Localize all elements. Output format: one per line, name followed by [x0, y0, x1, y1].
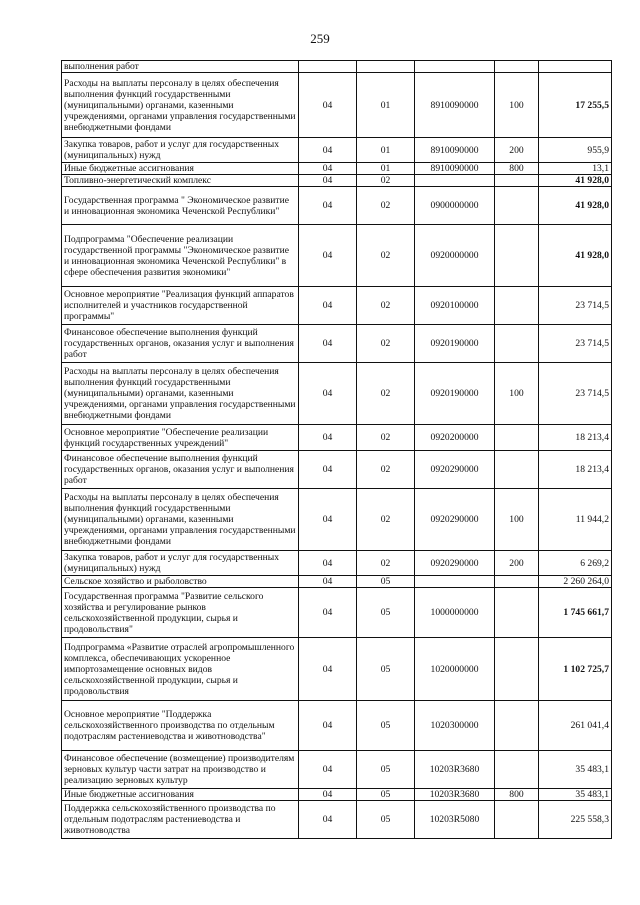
- row-name: Расходы на выплаты персоналу в целях обеспечения выполнения функций государственными (муниципальными) органами, казенными учреждениями, органами управления государственными внебюджетными фондами: [62, 73, 299, 138]
- table-row: [62, 801, 612, 839]
- row-target-code: 0920200000: [415, 425, 495, 451]
- row-section: 04: [299, 751, 357, 789]
- row-subsection: 02: [357, 187, 415, 225]
- row-target-code: 0920100000: [415, 287, 495, 325]
- table-row: [62, 638, 612, 701]
- row-sum: 955,9: [539, 138, 612, 163]
- row-sum: 35 483,1: [539, 789, 612, 801]
- row-name: Основное мероприятие "Поддержка сельскохозяйственного производства по отдельным подотраслям растениеводства и животноводства": [62, 701, 299, 751]
- row-section: 04: [299, 325, 357, 363]
- row-subsection: 01: [357, 138, 415, 163]
- row-expense-type: [495, 701, 539, 751]
- row-name: Иные бюджетные ассигнования: [62, 789, 299, 801]
- row-expense-type: 100: [495, 489, 539, 551]
- row-expense-type: [495, 61, 539, 73]
- table-row: [62, 163, 612, 175]
- row-target-code: [415, 576, 495, 588]
- row-section: 04: [299, 701, 357, 751]
- row-name: Основное мероприятие "Обеспечение реализации функций государственных учреждений": [62, 425, 299, 451]
- row-expense-type: 100: [495, 363, 539, 425]
- table-row: [62, 489, 612, 551]
- row-expense-type: 100: [495, 73, 539, 138]
- row-name: Иные бюджетные ассигнования: [62, 163, 299, 175]
- page-number: 259: [310, 31, 330, 46]
- row-name: Подпрограмма «Развитие отраслей агропромышленного комплекса, обеспечивающих ускоренное импортозамещение основных видов сельскохозяйственной продукции, сырья и продовольствия: [62, 638, 299, 701]
- row-expense-type: [495, 638, 539, 701]
- row-name: Топливно-энергетический комплекс: [62, 175, 299, 187]
- row-sum: 35 483,1: [539, 751, 612, 789]
- table-row: [62, 451, 612, 489]
- row-sum: 18 213,4: [539, 425, 612, 451]
- row-name: Поддержка сельскохозяйственного производства по отдельным подотраслям растениеводства и животноводства: [62, 801, 299, 839]
- row-name: Расходы на выплаты персоналу в целях обеспечения выполнения функций государственными (муниципальными) органами, казенными учреждениями, органами управления государственными внебюджетными фондами: [62, 363, 299, 425]
- row-section: 04: [299, 163, 357, 175]
- row-section: 04: [299, 425, 357, 451]
- row-expense-type: [495, 425, 539, 451]
- row-section: 04: [299, 638, 357, 701]
- row-name: Основное мероприятие "Реализация функций аппаратов исполнителей и участников государственной программы": [62, 287, 299, 325]
- row-section: 04: [299, 489, 357, 551]
- row-expense-type: [495, 287, 539, 325]
- row-target-code: 8910090000: [415, 73, 495, 138]
- table-row: [62, 588, 612, 638]
- row-name: Финансовое обеспечение выполнения функций государственных органов, оказания услуг и выполнения работ: [62, 325, 299, 363]
- row-subsection: 02: [357, 425, 415, 451]
- row-sum: 41 928,0: [539, 225, 612, 287]
- row-expense-type: [495, 187, 539, 225]
- row-target-code: 0920290000: [415, 489, 495, 551]
- row-expense-type: [495, 801, 539, 839]
- row-name: Закупка товаров, работ и услуг для государственных (муниципальных) нужд: [62, 551, 299, 576]
- row-subsection: 02: [357, 287, 415, 325]
- row-sum: 1 102 725,7: [539, 638, 612, 701]
- row-target-code: [415, 175, 495, 187]
- table-row: [62, 175, 612, 187]
- row-target-code: 0920190000: [415, 325, 495, 363]
- table-row: [62, 225, 612, 287]
- row-sum: 41 928,0: [539, 175, 612, 187]
- row-subsection: 05: [357, 638, 415, 701]
- row-subsection: 02: [357, 325, 415, 363]
- row-subsection: 05: [357, 576, 415, 588]
- budget-table: [61, 60, 612, 839]
- row-name: Государственная программа "Развитие сельского хозяйства и регулирование рынков сельскохозяйственной продукции, сырья и продовольствия": [62, 588, 299, 638]
- row-sum: 41 928,0: [539, 187, 612, 225]
- row-subsection: [357, 61, 415, 73]
- table-row: [62, 138, 612, 163]
- row-expense-type: 800: [495, 789, 539, 801]
- row-subsection: 01: [357, 163, 415, 175]
- row-target-code: 0920290000: [415, 451, 495, 489]
- row-name: Подпрограмма "Обеспечение реализации государственной программы "Экономическое развитие и инновационная экономика Чеченской Республики" в сфере обеспечения развития экономики": [62, 225, 299, 287]
- row-name: Финансовое обеспечение (возмещение) производителям зерновых культур части затрат на производство и реализацию зерновых культур: [62, 751, 299, 789]
- row-expense-type: [495, 225, 539, 287]
- row-sum: 6 269,2: [539, 551, 612, 576]
- row-expense-type: 200: [495, 138, 539, 163]
- table-row: [62, 61, 612, 73]
- row-section: 04: [299, 576, 357, 588]
- row-expense-type: 200: [495, 551, 539, 576]
- row-sum: 13,1: [539, 163, 612, 175]
- row-name: Закупка товаров, работ и услуг для государственных (муниципальных) нужд: [62, 138, 299, 163]
- row-target-code: 8910090000: [415, 138, 495, 163]
- row-subsection: 02: [357, 225, 415, 287]
- row-target-code: 1020000000: [415, 638, 495, 701]
- row-subsection: 05: [357, 701, 415, 751]
- row-target-code: 0900000000: [415, 187, 495, 225]
- row-target-code: 10203R3680: [415, 751, 495, 789]
- row-target-code: 0920000000: [415, 225, 495, 287]
- table-row: [62, 73, 612, 138]
- row-subsection: 05: [357, 751, 415, 789]
- row-name: Расходы на выплаты персоналу в целях обеспечения выполнения функций государственными (муниципальными) органами, казенными учреждениями, органами управления государственными внебюджетными фондами: [62, 489, 299, 551]
- row-section: 04: [299, 175, 357, 187]
- table-row: [62, 751, 612, 789]
- row-subsection: 02: [357, 363, 415, 425]
- row-section: 04: [299, 225, 357, 287]
- table-row: [62, 325, 612, 363]
- row-section: 04: [299, 187, 357, 225]
- row-target-code: 0920190000: [415, 363, 495, 425]
- row-name: Государственная программа " Экономическое развитие и инновационная экономика Чеченской Республики": [62, 187, 299, 225]
- row-subsection: 05: [357, 789, 415, 801]
- row-target-code: 10203R3680: [415, 789, 495, 801]
- row-target-code: 10203R5080: [415, 801, 495, 839]
- table-row: [62, 701, 612, 751]
- row-sum: 1 745 661,7: [539, 588, 612, 638]
- row-expense-type: [495, 588, 539, 638]
- row-target-code: 1000000000: [415, 588, 495, 638]
- row-section: 04: [299, 363, 357, 425]
- row-expense-type: [495, 175, 539, 187]
- row-section: 04: [299, 451, 357, 489]
- row-target-code: 8910090000: [415, 163, 495, 175]
- row-subsection: 02: [357, 451, 415, 489]
- table-row: [62, 789, 612, 801]
- row-section: 04: [299, 551, 357, 576]
- row-sum: 17 255,5: [539, 73, 612, 138]
- row-expense-type: [495, 451, 539, 489]
- row-sum: 23 714,5: [539, 287, 612, 325]
- row-sum: 23 714,5: [539, 363, 612, 425]
- row-sum: 23 714,5: [539, 325, 612, 363]
- row-name: Сельское хозяйство и рыболовство: [62, 576, 299, 588]
- table-row: [62, 425, 612, 451]
- row-section: 04: [299, 287, 357, 325]
- row-subsection: 01: [357, 73, 415, 138]
- row-sum: 261 041,4: [539, 701, 612, 751]
- row-target-code: 1020300000: [415, 701, 495, 751]
- table-row: [62, 551, 612, 576]
- row-section: 04: [299, 588, 357, 638]
- table-row: [62, 363, 612, 425]
- table-row: [62, 187, 612, 225]
- table-row: [62, 576, 612, 588]
- row-subsection: 05: [357, 588, 415, 638]
- row-expense-type: [495, 751, 539, 789]
- row-expense-type: [495, 325, 539, 363]
- row-section: 04: [299, 138, 357, 163]
- row-expense-type: 800: [495, 163, 539, 175]
- row-sum: 225 558,3: [539, 801, 612, 839]
- row-target-code: 0920290000: [415, 551, 495, 576]
- row-sum: 18 213,4: [539, 451, 612, 489]
- row-name: выполнения работ: [62, 61, 299, 73]
- row-subsection: 02: [357, 175, 415, 187]
- row-sum: 11 944,2: [539, 489, 612, 551]
- row-section: 04: [299, 789, 357, 801]
- row-section: 04: [299, 801, 357, 839]
- row-target-code: [415, 61, 495, 73]
- row-section: [299, 61, 357, 73]
- row-subsection: 05: [357, 801, 415, 839]
- row-sum: 2 260 264,0: [539, 576, 612, 588]
- row-subsection: 02: [357, 551, 415, 576]
- table-row: [62, 287, 612, 325]
- row-section: 04: [299, 73, 357, 138]
- row-name: Финансовое обеспечение выполнения функций государственных органов, оказания услуг и выполнения работ: [62, 451, 299, 489]
- row-sum: [539, 61, 612, 73]
- row-subsection: 02: [357, 489, 415, 551]
- row-expense-type: [495, 576, 539, 588]
